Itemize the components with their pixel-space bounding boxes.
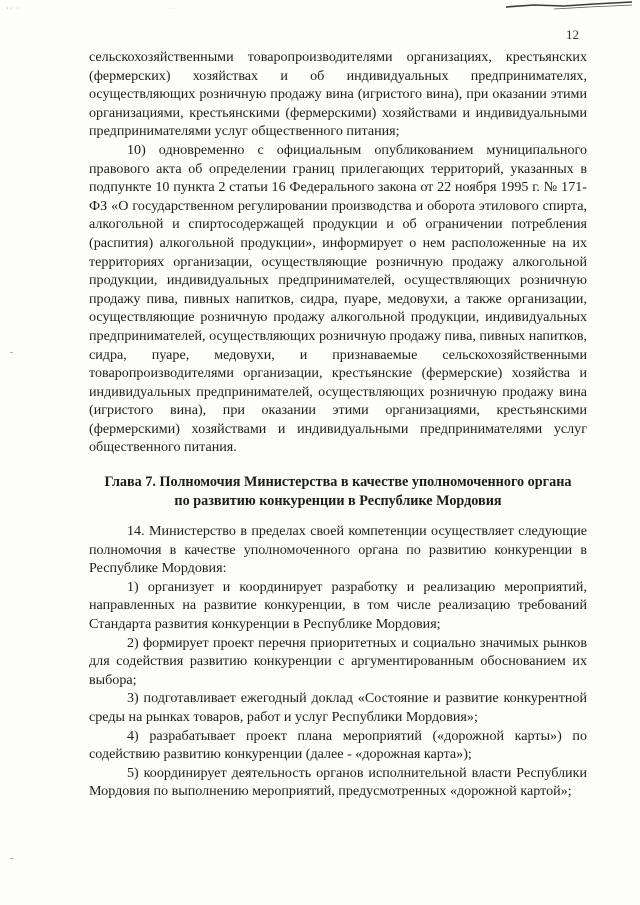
text-section-upper (89, 48, 587, 457)
scan-artifact-dots: ˙˙ ˙ (6, 6, 20, 15)
paragraph-item-10: 10) одновременно с официальным опубликованием муниципального правового акта об определении границ прилегающих территорий, указанных в подпункте 10 пункта 2 статьи 16 Федерального закона от 22 ноября 1995 г. № 171-ФЗ «О государственном регулировании производства и оборота этилового спирта, алкогольной и спиртосодержащей продукции и об ограничении потребления (распития) алкогольной продукции», информирует о нем расположенные на их территориях организации, осуществляющие розничную продажу алкогольной продукции, индивидуальных предпринимателей, осуществляющих розничную продажу пива, пивных напитков, сидра, пуаре, медовухи, а также организации, осуществляющие розничную продажу алкогольной продукции, индивидуальных предпринимателей, осуществляющих розничную продажу пива, пивных напитков, сидра, пуаре, медовухи, и признаваемые сельскохозяйственными товаропроизводителями организации, крестьянские (фермерские) хозяйства и индивидуальных предпринимателей, осуществляющих розничную продажу вина (игристого вина), при оказании этими организациями, крестьянскими (фермерскими) хозяйствами и индивидуальными предпринимателями услуг общественного питания. (89, 141, 587, 456)
scan-speck (10, 858, 13, 859)
subitem-1: 1) организует и координирует разработку и реализацию мероприятий, направленных на развитие конкуренции, в том числе реализацию требований Стандарта развития конкуренции в Республике Мордовия; (89, 578, 587, 632)
page-number: 12 (566, 27, 579, 42)
text-section-lower (89, 522, 587, 801)
paragraph-item-14: 14. Министерство в пределах своей компетенции осуществляет следующие полномочия в качестве уполномоченного органа по развитию конкуренции в Республике Мордовия: (89, 523, 587, 577)
chapter-heading-line1: Глава 7. Полномочия Министерства в качестве уполномоченного органа (104, 474, 572, 490)
subitem-5: 5) координирует деятельность органов исполнительной власти Республики Мордовия по выполнению мероприятий, предусмотренных «дорожной картой»; (89, 764, 587, 800)
scan-artifact-dots-2: ˙ ˙ (170, 8, 176, 14)
subitem-3: 3) подготавливает ежегодный доклад «Состояние и развитие конкурентной среды на рынках товаров, работ и услуг Республики Мордовия»; (89, 690, 587, 725)
chapter-heading (89, 473, 587, 510)
subitem-4: 4) разрабатывает проект плана мероприятий («дорожной карты») по содействию развитию конкуренции (далее - «дорожная карта»); (89, 727, 587, 763)
scan-artifact-top (494, 0, 634, 12)
subitem-2: 2) формирует проект перечня приоритетных и социально значимых рынков для содействия развитию конкуренции с аргументированным обоснованием их выбора; (89, 634, 587, 688)
scan-speck (10, 352, 13, 353)
paragraph-continuation: сельскохозяйственными товаропроизводителями организациях, крестьянских (фермерских) хозяйствах и об индивидуальных предпринимателях, осуществляющих розничную продажу вина (игристого вина), при оказании этими организациями, крестьянскими (фермерскими) хозяйствами и индивидуальными предпринимателями услуг общественного питания; (89, 49, 587, 140)
chapter-heading-line2: по развитию конкуренции в Республике Мордовия (174, 492, 502, 509)
